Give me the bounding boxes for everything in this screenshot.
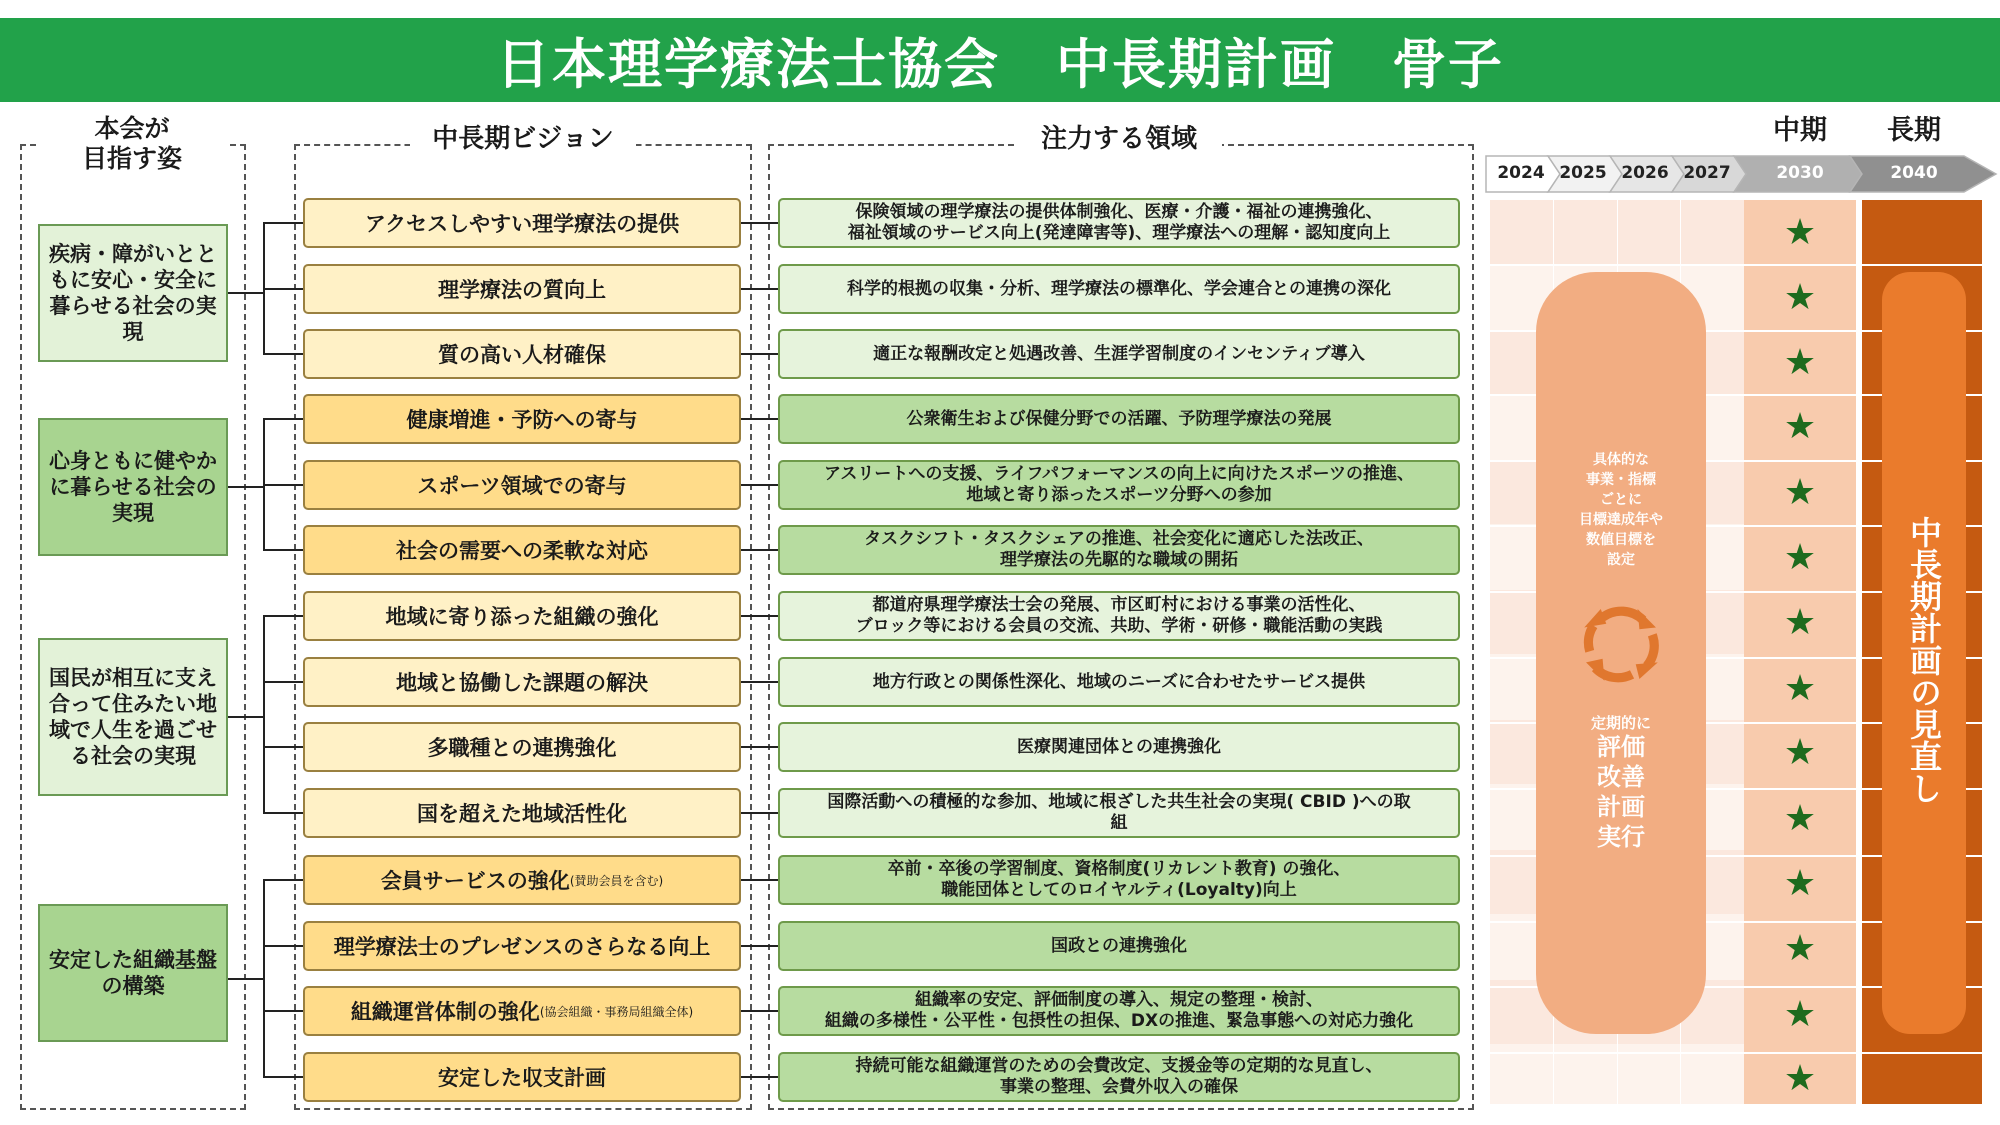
vision-focus-link <box>741 418 778 420</box>
long-term-review-text: 中長期計画の見直し <box>1905 516 1943 804</box>
focus-box: 国政との連携強化 <box>778 921 1460 971</box>
vision-box: 健康増進・予防への寄与 <box>303 394 741 444</box>
focus-box: 卒前・卒後の学習制度、資格制度(リカレント教育) の強化、 職能団体としてのロイヤルティ(Loyalty)向上 <box>778 855 1460 905</box>
vision-focus-link <box>741 222 778 224</box>
star-icon: ★ <box>1783 731 1817 773</box>
star-icon: ★ <box>1783 797 1817 839</box>
vision-focus-link <box>741 615 778 617</box>
mid-pill-bottom-big: 評価 改善 計画 実行 <box>1597 733 1645 851</box>
vision-box: スポーツ領域での寄与 <box>303 460 741 510</box>
vision-focus-link <box>741 879 778 881</box>
aim-connector <box>228 292 264 294</box>
focus-box: 地方行政との関係性深化、地域のニーズに合わせたサービス提供 <box>778 657 1460 707</box>
timeline-year: 2030 <box>1776 163 1824 183</box>
timeline-year: 2025 <box>1559 163 1607 183</box>
aim-box-4: 安定した組織基盤の構築 <box>38 904 228 1042</box>
vision-branch <box>263 1076 303 1078</box>
focus-box: 適正な報酬改定と処遇改善、生涯学習制度のインセンティブ導入 <box>778 329 1460 379</box>
focus-box: 国際活動への積極的な参加、地域に根ざした共生社会の実現( CBID )への取 組 <box>778 788 1460 838</box>
mid-pill-top-text: 具体的な 事業・指標 ごとに 目標達成年や 数値目標を 設定 <box>1579 452 1663 568</box>
timeline-year: 2026 <box>1621 163 1669 183</box>
vision-branch <box>263 222 303 224</box>
star-icon: ★ <box>1783 927 1817 969</box>
vision-branch <box>263 549 303 551</box>
focus-column-header: 注力する領域 <box>1016 124 1222 164</box>
aim-bracket <box>263 879 265 1077</box>
star-icon: ★ <box>1783 211 1817 253</box>
timeline-year: 2040 <box>1890 163 1938 183</box>
vision-box: 質の高い人材確保 <box>303 329 741 379</box>
vision-box: 社会の需要への柔軟な対応 <box>303 525 741 575</box>
vision-branch <box>263 615 303 617</box>
star-icon: ★ <box>1783 536 1817 578</box>
long-term-header: 長期 <box>1887 115 1941 146</box>
cycle-arrows-icon <box>1575 598 1667 690</box>
focus-box: 科学的根拠の収集・分析、理学療法の標準化、学会連合との連携の深化 <box>778 264 1460 314</box>
vision-box: 安定した収支計画 <box>303 1052 741 1102</box>
focus-box: 都道府県理学療法士会の発展、市区町村における事業の活性化、 ブロック等における会員の交流、共助、学術・研修・職能活動の実践 <box>778 591 1460 641</box>
focus-box: 保険領域の理学療法の提供体制強化、医療・介護・福祉の連携強化、 福祉領域のサービス向上(発達障害等)、理学療法への理解・認知度向上 <box>778 198 1460 248</box>
vision-focus-link <box>741 288 778 290</box>
page-title: 日本理学療法士協会 中長期計画 骨子 <box>0 18 2000 102</box>
aim-connector <box>228 978 264 980</box>
aim-box-2: 心身ともに健やかに暮らせる社会の実現 <box>38 418 228 556</box>
star-icon: ★ <box>1783 341 1817 383</box>
vision-box: 地域と協働した課題の解決 <box>303 657 741 707</box>
timeline-year: 2024 <box>1497 163 1545 183</box>
vision-focus-link <box>741 484 778 486</box>
vision-branch <box>263 746 303 748</box>
star-icon: ★ <box>1783 667 1817 709</box>
focus-box: 医療関連団体との連携強化 <box>778 722 1460 772</box>
timeline-year: 2027 <box>1683 163 1731 183</box>
aim-connector <box>228 716 264 718</box>
vision-box: 地域に寄り添った組織の強化 <box>303 591 741 641</box>
vision-branch <box>263 484 303 486</box>
focus-box: タスクシフト・タスクシェアの推進、社会変化に適応した法改正、 理学療法の先駆的な職域の開拓 <box>778 525 1460 575</box>
focus-box: 公衆衛生および保健分野での活躍、予防理学療法の発展 <box>778 394 1460 444</box>
vision-box: アクセスしやすい理学療法の提供 <box>303 198 741 248</box>
aim-box-3: 国民が相互に支え合って住みたい地域で人生を過ごせる社会の実現 <box>38 638 228 796</box>
vision-branch <box>263 288 303 290</box>
vision-box: 組織運営体制の強化 (協会組織・事務局組織全体) <box>303 986 741 1036</box>
vision-focus-link <box>741 681 778 683</box>
star-icon: ★ <box>1783 993 1817 1035</box>
mid-term-header: 中期 <box>1773 115 1827 146</box>
vision-branch <box>263 945 303 947</box>
aim-connector <box>228 486 264 488</box>
vision-box: 多職種との連携強化 <box>303 722 741 772</box>
star-icon: ★ <box>1783 862 1817 904</box>
vision-box: 理学療法の質向上 <box>303 264 741 314</box>
focus-box: 組織率の安定、評価制度の導入、規定の整理・検討、 組織の多様性・公平性・包摂性の担保、DXの推進、緊急事態への対応力強化 <box>778 986 1460 1036</box>
aim-column-header: 本会が 目指す姿 <box>38 114 226 194</box>
vision-column-header: 中長期ビジョン <box>410 124 636 164</box>
vision-branch <box>263 681 303 683</box>
star-icon: ★ <box>1783 601 1817 643</box>
vision-focus-link <box>741 549 778 551</box>
aim-box-1: 疾病・障がいとともに安心・安全に暮らせる社会の実現 <box>38 224 228 362</box>
vision-focus-link <box>741 1076 778 1078</box>
mid-pill-bottom-small: 定期的に <box>1590 714 1651 732</box>
vision-branch <box>263 812 303 814</box>
star-icon: ★ <box>1783 405 1817 447</box>
vision-focus-link <box>741 353 778 355</box>
focus-box: 持続可能な組織運営のための会費改定、支援金等の定期的な見直し、 事業の整理、会費外収入の確保 <box>778 1052 1460 1102</box>
focus-box: アスリートへの支援、ライフパフォーマンスの向上に向けたスポーツの推進、 地域と寄り添ったスポーツ分野への参加 <box>778 460 1460 510</box>
vision-focus-link <box>741 746 778 748</box>
star-icon: ★ <box>1783 1057 1817 1099</box>
vision-branch <box>263 1010 303 1012</box>
star-icon: ★ <box>1783 471 1817 513</box>
vision-box: 国を超えた地域活性化 <box>303 788 741 838</box>
vision-box: 会員サービスの強化 (賛助会員を含む) <box>303 855 741 905</box>
vision-box: 理学療法士のプレゼンスのさらなる向上 <box>303 921 741 971</box>
vision-branch <box>263 353 303 355</box>
star-icon: ★ <box>1783 276 1817 318</box>
vision-branch <box>263 418 303 420</box>
aim-bracket <box>263 615 265 813</box>
vision-focus-link <box>741 812 778 814</box>
vision-focus-link <box>741 1010 778 1012</box>
vision-branch <box>263 879 303 881</box>
vision-focus-link <box>741 945 778 947</box>
